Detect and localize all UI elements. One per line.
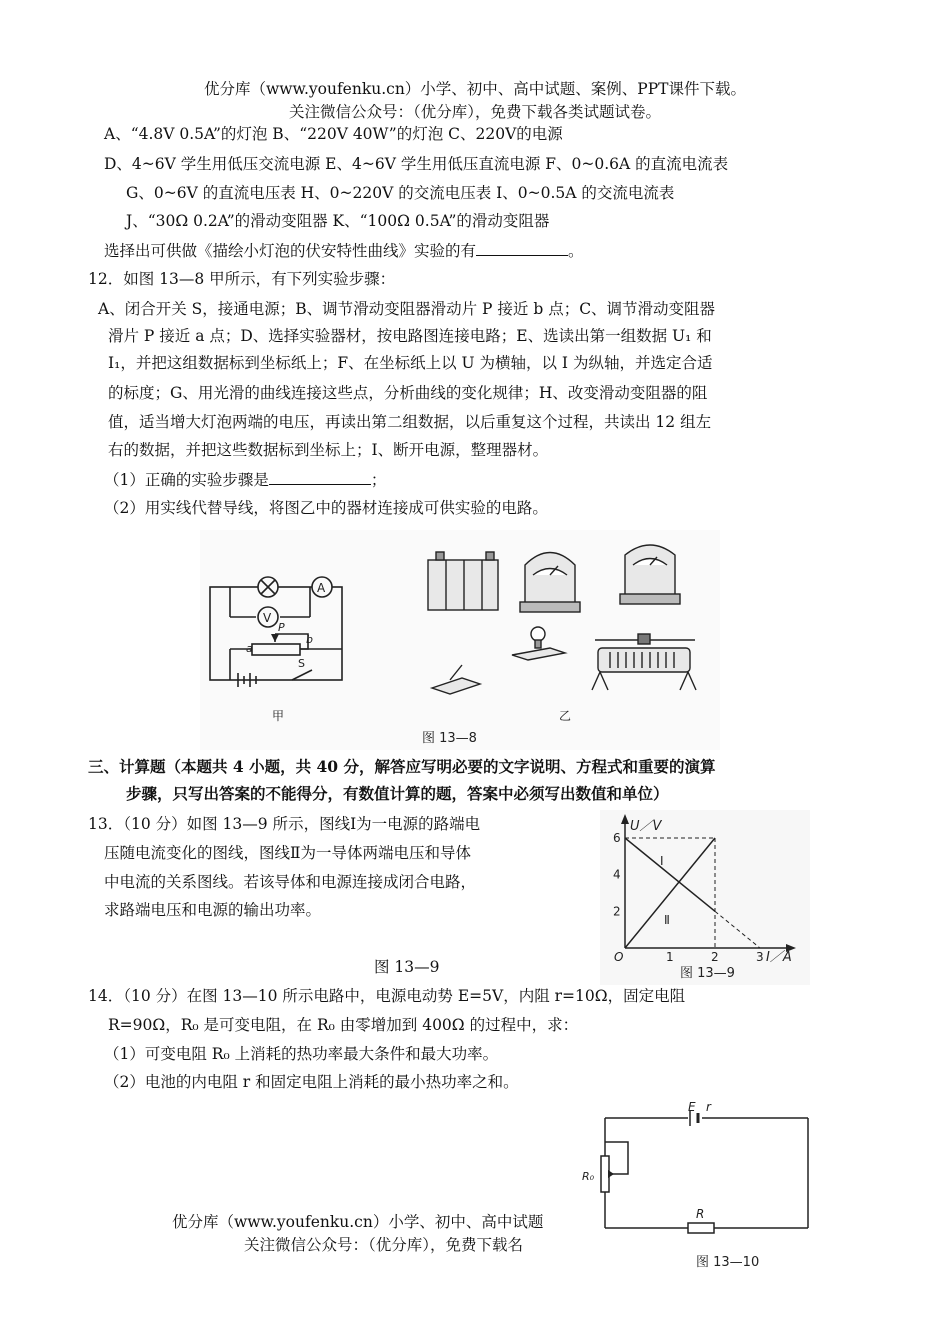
- figure-13-10: [580, 1100, 820, 1272]
- y-tick-label: 2: [613, 904, 621, 919]
- q13-line: 中电流的关系图线。若该导体和电源连接成闭合电路，: [104, 873, 477, 891]
- label-r: r: [706, 1100, 711, 1114]
- q11-prompt-text: 选择出可供做《描绘小灯泡的伏安特性曲线》实验的有: [104, 242, 477, 260]
- label-e: E: [688, 1100, 696, 1114]
- q13-line: 压随电流变化的图线，图线Ⅱ为一导体两端电压和导体: [104, 844, 472, 862]
- section-3-heading-cont: 步骤，只写出答案的不能得分，有数值计算的题，答案中必须写出数值和单位）: [126, 784, 669, 803]
- q11-option-line: A、“4.8V 0.5A”的灯泡 B、“220V 40W”的灯泡 C、220V的电源: [104, 125, 563, 143]
- figure-13-8: [200, 530, 720, 750]
- origin-label: O: [614, 950, 624, 964]
- q14-line: （1）可变电阻 R₀ 上消耗的热功率最大条件和最大功率。: [104, 1045, 499, 1063]
- q14-line: R=90Ω，R₀ 是可变电阻，在 R₀ 由零增加到 400Ω 的过程中，求：: [108, 1016, 579, 1034]
- x-tick-label: 2: [711, 950, 719, 964]
- figure-13-8-caption: 图 13—8: [422, 731, 477, 746]
- header-line-1: 优分库（www.youfenku.cn）小学、初中、高中试题、案例、PPT课件下载。: [203, 80, 747, 98]
- label-rr: R: [696, 1207, 705, 1221]
- q12-step-line: 右的数据，并把这些数据标到坐标上；I、断开电源，整理器材。: [108, 441, 549, 459]
- battery-pack-icon: [428, 552, 498, 610]
- footer-line-1: 优分库（www.youfenku.cn）小学、初中、高中试题: [172, 1213, 544, 1231]
- line-1-label: Ⅰ: [660, 854, 664, 868]
- figure-13-9: [600, 810, 810, 985]
- figure-13-10-caption: 图 13—10: [696, 1255, 760, 1270]
- q11-prompt: [104, 239, 584, 262]
- q14-line: （2）电池的内电阻 r 和固定电阻上消耗的最小热功率之和。: [104, 1073, 519, 1091]
- x-tick-label: 1: [666, 950, 674, 964]
- x-tick-label: 3: [756, 950, 764, 964]
- q11-option-line: J、“30Ω 0.2A”的滑动变阻器 K、“100Ω 0.5A”的滑动变阻器: [126, 212, 550, 230]
- y-tick-label: 4: [613, 867, 621, 882]
- answer-blank[interactable]: [476, 239, 568, 256]
- label-jia: 甲: [272, 709, 285, 723]
- q12-sub1-end: ；: [370, 471, 387, 489]
- label-a: a: [246, 642, 253, 655]
- variable-resistor-r0-icon: [601, 1156, 609, 1192]
- resistor-r-icon: [688, 1223, 714, 1233]
- label-p: P: [278, 621, 285, 634]
- label-s: S: [298, 657, 305, 670]
- label-r0: R₀: [582, 1170, 595, 1183]
- line-2-label: Ⅱ: [664, 913, 670, 927]
- q14-line: 14．（10 分）在图 13—10 所示电路中，电源电动势 E=5V，内阻 r=10Ω，固定电阻: [88, 987, 686, 1005]
- label-b: b: [306, 633, 313, 646]
- q12-step-line: 滑片 P 接近 a 点；D、选择实验器材，按电路图连接电路；E、选读出第一组数据 U₁ 和: [108, 327, 712, 345]
- footer-line-2: 关注微信公众号：（优分库），免费下载名: [244, 1236, 524, 1254]
- q11-option-line: D、4~6V 学生用低压交流电源 E、4~6V 学生用低压直流电源 F、0~0.6A 的直流电流表: [104, 155, 729, 173]
- q12-sub1: [104, 468, 386, 491]
- ammeter-label: A: [317, 581, 326, 595]
- answer-blank[interactable]: [269, 468, 371, 485]
- slider-arrow-icon: [608, 1170, 614, 1178]
- section-3-heading: 三、计算题（本题共 4 小题，共 40 分，解答应写明必要的文字说明、方程式和重要的演算: [88, 757, 716, 776]
- voltmeter-device-icon: [620, 545, 680, 604]
- ammeter-device-icon: [520, 553, 580, 613]
- q13-caption-left: 图 13—9: [374, 958, 440, 976]
- circuit-13-10: [605, 1118, 808, 1228]
- q12-sub1-text: （1）正确的实验步骤是: [104, 471, 269, 489]
- q11-option-line: G、0~6V 的直流电压表 H、0~220V 的交流电压表 I、0~0.5A 的交流电流表: [126, 184, 675, 202]
- q12-step-line: I₁，并把这组数据标到坐标纸上；F、在坐标纸上以 U 为横轴，以 I 为纵轴，并选定合适: [108, 354, 713, 372]
- q12-title: 12．如图 13—8 甲所示，有下列实验步骤：: [88, 270, 396, 288]
- q11-prompt-end: 。: [568, 242, 584, 260]
- rheostat-icon: [252, 644, 300, 655]
- q12-step-line: 的标度；G、用光滑的曲线连接这些点，分析曲线的变化规律；H、改变滑动变阻器的阻: [108, 384, 708, 402]
- header-line-2: 关注微信公众号：（优分库），免费下载各类试题试卷。: [288, 103, 661, 121]
- q13-line: 求路端电压和电源的输出功率。: [104, 901, 322, 919]
- y-axis-label: U／V: [630, 819, 662, 834]
- y-tick-label: 6: [613, 831, 621, 845]
- q13-line: 13．（10 分）如图 13—9 所示，图线Ⅰ为一电源的路端电: [88, 815, 481, 833]
- q12-sub2: （2）用实线代替导线，将图乙中的器材连接成可供实验的电路。: [104, 499, 548, 517]
- q12-step-line: 值，适当增大灯泡两端的电压，再读出第二组数据，以后重复这个过程，共读出 12 组左: [108, 413, 712, 431]
- x-axis-label: I／A: [766, 950, 792, 965]
- label-yi: 乙: [559, 709, 572, 723]
- voltmeter-label: V: [263, 611, 272, 625]
- figure-13-9-caption: 图 13—9: [680, 966, 735, 981]
- q12-step-line: A、闭合开关 S，接通电源；B、调节滑动变阻器滑动片 P 接近 b 点；C、调节滑动变阻器: [98, 300, 716, 318]
